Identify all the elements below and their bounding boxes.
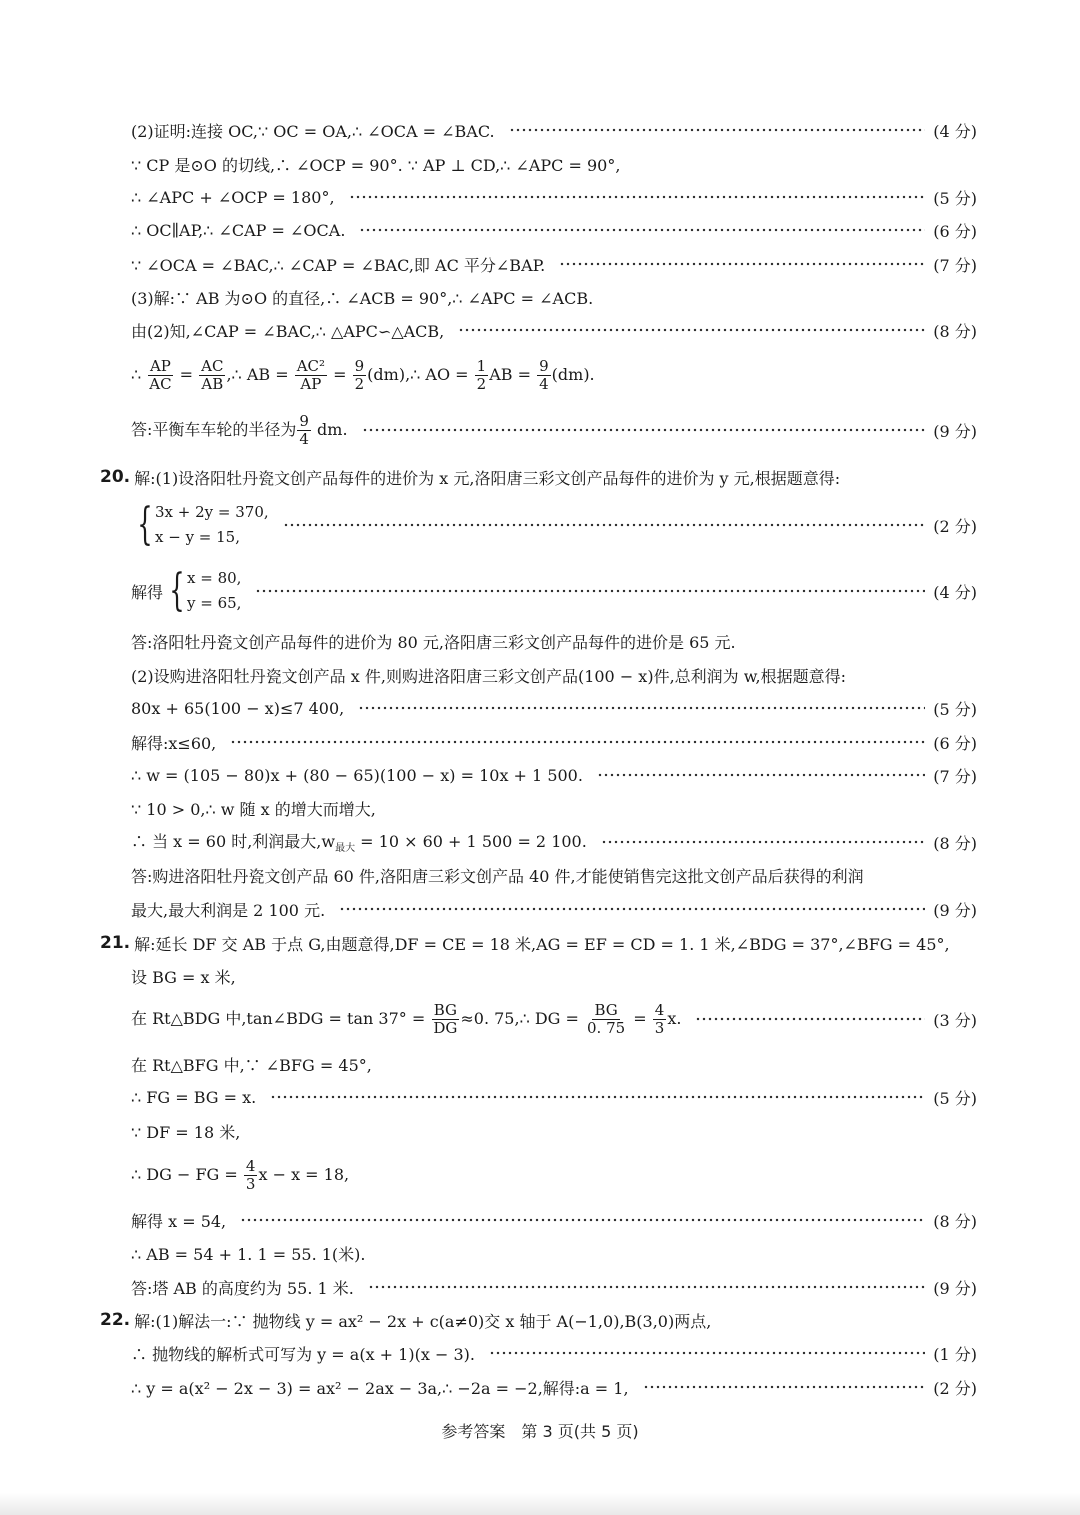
formula-text xyxy=(131,411,348,448)
q22-line-2 xyxy=(131,1339,977,1367)
q21-line-8 xyxy=(131,1206,977,1234)
fraction xyxy=(653,1000,667,1037)
leader-dots xyxy=(601,840,925,844)
denominator: 2 xyxy=(354,374,365,393)
fraction xyxy=(244,1156,258,1193)
equation-system xyxy=(163,566,241,617)
brace-icon: { xyxy=(137,499,153,550)
denominator: 3 xyxy=(654,1018,665,1037)
q20-text-5: (2)设购进洛阳牡丹瓷文创产品 x 件,则购进洛阳唐三彩文创产品(100 − x)件,总利润为 w,根据题意得: xyxy=(131,666,847,686)
question-number: 22. xyxy=(100,1310,131,1330)
numerator: 9 xyxy=(539,356,549,375)
q20-text-8: ∴ w = (105 − 80)x + (80 − 65)(100 − x) = 10x + 1 500. xyxy=(131,765,583,785)
q21-text-6: ∵ DF = 18 米, xyxy=(131,1122,241,1142)
q19-text-4: ∴ OC∥AP,∴ ∠CAP = ∠OCA. xyxy=(131,220,346,240)
q20-text-12: 最大,最大利润是 2 100 元. xyxy=(131,900,326,920)
score-label: (5 分) xyxy=(933,699,977,719)
q21-line-5 xyxy=(131,1083,977,1111)
numerator: BG xyxy=(594,1000,618,1019)
leader-dots xyxy=(230,740,925,744)
score-label: (6 分) xyxy=(933,221,977,241)
subscript: 最大 xyxy=(335,843,356,855)
q19-line-7 xyxy=(131,316,977,344)
numerator: 4 xyxy=(245,1156,256,1175)
q21-line-2 xyxy=(131,962,977,990)
q21-text-9: ∴ AB = 54 + 1. 1 = 55. 1(米). xyxy=(131,1244,366,1264)
leader-dots xyxy=(362,428,926,432)
fraction xyxy=(297,411,311,448)
q20-text-6: 80x + 65(100 − x)≤7 400, xyxy=(131,698,345,718)
q21-text-1: 解:延长 DF 交 AB 于点 G,由题意得,DF = CE = 18 米,AG = EF = CD = 1. 1 米,∠BDG = 37°,∠BFG = 45°, xyxy=(134,934,950,954)
text-part: ≈0. 75,∴ DG = xyxy=(460,1008,585,1028)
q19-text-7: 由(2)知,∠CAP = ∠BAC,∴ △APC∽△ACB, xyxy=(131,321,445,341)
score-label: (9 分) xyxy=(933,421,977,441)
numerator: AP xyxy=(149,356,171,375)
q22-line-1 xyxy=(100,1306,977,1334)
score-label: (1 分) xyxy=(933,1344,977,1364)
q20-line-6 xyxy=(131,694,977,722)
text-part: = 10 × 60 + 1 500 = 2 100. xyxy=(355,832,587,852)
text-part: = xyxy=(628,1008,652,1028)
q19-text-2: ∵ CP 是⊙O 的切线,∴ ∠OCP = 90°. ∵ AP ⊥ CD,∴ ∠APC = 90°, xyxy=(131,155,621,175)
score-label: (3 分) xyxy=(933,1010,977,1030)
score-label: (8 分) xyxy=(933,321,977,341)
leader-dots xyxy=(458,328,925,332)
fraction xyxy=(199,356,225,393)
equation: 3x + 2y = 370, xyxy=(155,502,269,521)
q20-line-2 xyxy=(131,500,977,550)
numerator: 1 xyxy=(476,356,487,375)
q19-line-6 xyxy=(131,283,977,311)
q21-text-5: ∴ FG = BG = x. xyxy=(131,1087,257,1107)
denominator: AP xyxy=(300,374,322,393)
q19-text-5: ∵ ∠OCA = ∠BAC,∴ ∠CAP = ∠BAC,即 AC 平分∠BAP. xyxy=(131,255,546,275)
question-number: 21. xyxy=(100,933,131,953)
q20-line-5 xyxy=(131,661,977,689)
q20-text-1: 解:(1)设洛阳牡丹瓷文创产品每件的进价为 x 元,洛阳唐三彩文创产品每件的进价为 y 元,根据题意得: xyxy=(134,468,841,488)
q19-line-1 xyxy=(131,116,977,144)
question-number: 20. xyxy=(100,467,131,487)
denominator: 4 xyxy=(539,374,549,393)
q21-line-9 xyxy=(131,1239,977,1267)
leader-dots xyxy=(489,1351,925,1355)
fraction xyxy=(431,1000,459,1037)
q20-line-10 xyxy=(131,828,977,856)
q19-text-3: ∴ ∠APC + ∠OCP = 180°, xyxy=(131,187,335,207)
q21-text-4: 在 Rt△BFG 中,∵ ∠BFG = 45°, xyxy=(131,1055,372,1075)
q19-line-9 xyxy=(131,410,977,450)
q19-line-8 xyxy=(131,355,977,395)
leader-dots xyxy=(509,128,926,132)
leader-dots xyxy=(695,1017,925,1021)
score-label: (9 分) xyxy=(933,1278,977,1298)
numerator: 9 xyxy=(299,411,309,430)
leader-dots xyxy=(283,523,926,527)
text-part: (dm),∴ AO = xyxy=(367,364,474,384)
text-part: 答:平衡车车轮的半径为 xyxy=(131,419,297,439)
score-label: (8 分) xyxy=(933,1211,977,1231)
q19-line-2 xyxy=(131,150,977,178)
equation: x − y = 15, xyxy=(155,528,240,546)
text-part: ∴ DG − FG = xyxy=(131,1164,243,1184)
q20-text-11: 答:购进洛阳牡丹瓷文创产品 60 件,洛阳唐三彩文创产品 40 件,才能使销售完这批文创产品后获得的利润 xyxy=(131,866,864,886)
leader-dots xyxy=(255,589,925,593)
equation-system xyxy=(131,500,269,551)
denominator: 2 xyxy=(476,374,487,393)
score-label: (5 分) xyxy=(933,188,977,208)
text-part: = xyxy=(328,364,352,384)
score-label: (2 分) xyxy=(933,1378,977,1398)
text-part: (dm). xyxy=(551,364,595,384)
score-label: (8 分) xyxy=(933,833,977,853)
page-footer: 参考答案 第 3 页(共 5 页) xyxy=(441,1422,639,1441)
q19-text-6: (3)解:∵ AB 为⊙O 的直径,∴ ∠ACB = 90°,∴ ∠APC = ∠ACB. xyxy=(131,288,594,308)
prefix-text: 解得 xyxy=(131,582,164,602)
text-part: x. xyxy=(667,1008,682,1028)
text-part: ,∴ AB = xyxy=(226,364,294,384)
fraction xyxy=(585,1000,627,1037)
q21-line-7 xyxy=(131,1155,977,1195)
q20-line-1 xyxy=(100,463,977,491)
q19-line-3 xyxy=(131,183,977,211)
score-label: (6 分) xyxy=(933,733,977,753)
q20-line-4 xyxy=(131,627,977,655)
leader-dots xyxy=(559,262,925,266)
q21-text-8: 解得 x = 54, xyxy=(131,1211,227,1231)
denominator: AC xyxy=(149,374,172,393)
fraction xyxy=(475,356,489,393)
q22-text-1: 解:(1)解法一:∵ 抛物线 y = ax² − 2x + c(a≠0)交 x 轴于 A(−1,0),B(3,0)两点, xyxy=(134,1311,712,1331)
text-part: x − x = 18, xyxy=(258,1164,350,1184)
q20-text-9: ∵ 10 > 0,∴ w 随 x 的增大而增大, xyxy=(131,799,376,819)
equation: y = 65, xyxy=(187,594,242,612)
denominator: AB xyxy=(201,374,224,393)
q20-line-8 xyxy=(131,761,977,789)
q22-text-2: ∴ 抛物线的解析式可写为 y = a(x + 1)(x − 3). xyxy=(131,1344,475,1364)
score-label: (4 分) xyxy=(933,582,977,602)
score-label: (9 分) xyxy=(933,900,977,920)
fraction xyxy=(353,356,367,393)
q20-text-7: 解得:x≤60, xyxy=(131,733,217,753)
denominator: 4 xyxy=(299,429,309,448)
q19-text-1: (2)证明:连接 OC,∵ OC = OA,∴ ∠OCA = ∠BAC. xyxy=(131,121,495,141)
fraction xyxy=(295,356,327,393)
denominator: 3 xyxy=(245,1174,256,1193)
q20-text-4: 答:洛阳牡丹瓷文创产品每件的进价为 80 元,洛阳唐三彩文创产品每件的进价是 65 元. xyxy=(131,632,736,652)
fraction xyxy=(147,356,173,393)
q20-line-12 xyxy=(131,895,977,923)
formula-text xyxy=(131,829,587,854)
q19-line-4 xyxy=(131,216,977,244)
numerator: BG xyxy=(433,1000,457,1019)
text-part: dm. xyxy=(311,419,348,439)
score-label: (4 分) xyxy=(933,121,977,141)
q20-line-7 xyxy=(131,728,977,756)
q21-line-3 xyxy=(131,999,977,1039)
text-part: ∴ xyxy=(131,364,147,384)
text-part: = xyxy=(174,364,199,384)
q21-text-10: 答:塔 AB 的高度约为 55. 1 米. xyxy=(131,1278,354,1298)
q22-line-3 xyxy=(131,1373,977,1401)
q22-text-3: ∴ y = a(x² − 2x − 3) = ax² − 2ax − 3a,∴ −2a = −2,解得:a = 1, xyxy=(131,1378,629,1398)
q19-line-5 xyxy=(131,250,977,278)
formula-text xyxy=(131,1156,350,1193)
denominator: DG xyxy=(433,1018,458,1037)
leader-dots xyxy=(349,195,926,199)
formula-text xyxy=(131,1000,682,1037)
q21-line-1 xyxy=(100,929,977,957)
numerator: AC² xyxy=(296,356,326,375)
formula-text xyxy=(131,356,595,393)
leader-dots xyxy=(643,1385,926,1389)
numerator: AC xyxy=(201,356,224,375)
brace-icon: { xyxy=(169,565,185,616)
score-label: (2 分) xyxy=(933,516,977,536)
fraction xyxy=(537,356,551,393)
leader-dots xyxy=(240,1218,925,1222)
numerator: 9 xyxy=(354,356,365,375)
leader-dots xyxy=(358,706,925,710)
score-label: (5 分) xyxy=(933,1088,977,1108)
q21-line-10 xyxy=(131,1273,977,1301)
q20-line-9 xyxy=(131,794,977,822)
leader-dots xyxy=(597,773,925,777)
score-label: (7 分) xyxy=(933,255,977,275)
text-part: AB = xyxy=(489,364,537,384)
text-part: 在 Rt△BDG 中,tan∠BDG = tan 37° = xyxy=(131,1008,431,1028)
leader-dots xyxy=(339,907,925,911)
numerator: 4 xyxy=(654,1000,665,1019)
q21-text-2: 设 BG = x 米, xyxy=(131,967,236,987)
q21-line-6 xyxy=(131,1117,977,1145)
q21-line-4 xyxy=(131,1050,977,1078)
bottom-shadow xyxy=(0,1493,1080,1515)
leader-dots xyxy=(368,1285,925,1289)
leader-dots xyxy=(359,228,925,232)
denominator: 0. 75 xyxy=(587,1018,626,1037)
q20-line-3 xyxy=(131,566,977,616)
leader-dots xyxy=(270,1095,925,1099)
q20-line-11 xyxy=(131,861,977,889)
equation: x = 80, xyxy=(187,568,242,587)
score-label: (7 分) xyxy=(933,766,977,786)
text-part: ∴ 当 x = 60 时,利润最大,w xyxy=(131,832,336,852)
